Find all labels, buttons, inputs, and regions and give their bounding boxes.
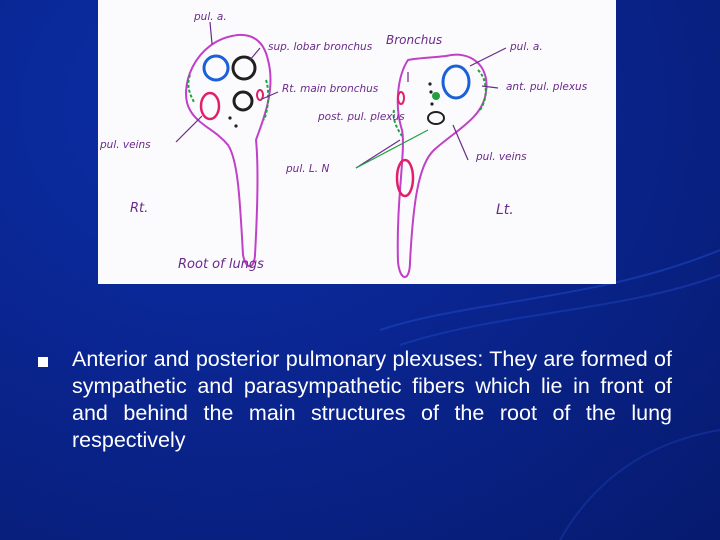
label-post-pul-plexus: post. pul. plexus [318, 111, 405, 123]
label-bronchus-left: Bronchus [386, 33, 443, 47]
label-pul-a-right: pul. a. [194, 11, 227, 23]
left-bronchus-shape [428, 112, 444, 124]
label-root-of-lungs: Root of lungs [178, 257, 264, 272]
label-pul-l-n: pul. L. N [286, 163, 330, 175]
label-rt-side: Rt. [130, 201, 149, 216]
left-pul-vein-upper-shape [398, 92, 404, 104]
label-ant-pul-plexus: ant. pul. plexus [506, 81, 588, 93]
right-pul-vein-upper-shape [201, 93, 219, 119]
lung-root-sketch [98, 0, 616, 284]
right-nerve-plexus-shape [188, 75, 268, 120]
right-sup-lobar-bronchus-shape [233, 57, 255, 79]
slide-body-text: Anterior and posterior pulmonary plexuses: They are formed of sympathetic and parasympathetic fibers which lie in front of and behind the main structures of the root of the lung respectively [72, 347, 672, 452]
lung-root-diagram [98, 0, 616, 284]
left-pul-vein-lower-shape [397, 160, 413, 196]
label-rt-main-bronchus: Rt. main bronchus [282, 83, 379, 95]
bullet-marker [38, 357, 48, 367]
right-main-bronchus-shape [234, 92, 252, 110]
label-sup-lobar-bronchus: sup. lobar bronchus [268, 41, 373, 53]
label-pul-a-left: pul. a. [510, 41, 543, 53]
right-pul-artery-shape [204, 56, 228, 80]
label-lt-side: Lt. [496, 202, 514, 218]
label-pul-veins-right: pul. veins [100, 139, 151, 151]
label-pul-veins-left: pul. veins [476, 151, 527, 163]
left-pul-artery-shape [443, 66, 469, 98]
